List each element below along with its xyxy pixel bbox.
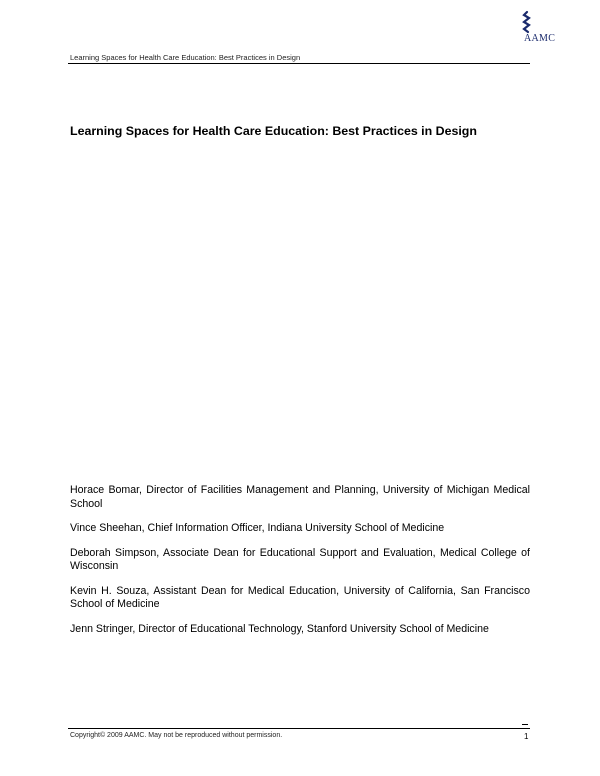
copyright-notice: Copyright© 2009 AAMC. May not be reproduced without permission. — [70, 732, 283, 739]
running-header: Learning Spaces for Health Care Education: Best Practices in Design — [70, 53, 301, 62]
document-title: Learning Spaces for Health Care Education: Best Practices in Design — [70, 124, 477, 138]
author-entry: Kevin H. Souza, Assistant Dean for Medical Education, University of California, San Francisco School of Medicine — [70, 584, 530, 610]
logo-text: AAMC — [524, 33, 556, 44]
header-divider — [68, 63, 530, 64]
author-entry: Vince Sheehan, Chief Information Officer, Indiana University School of Medicine — [70, 522, 445, 534]
footer-divider — [68, 728, 530, 729]
author-entry: Horace Bomar, Director of Facilities Management and Planning, University of Michigan Medical School — [70, 484, 530, 510]
author-list — [70, 484, 530, 647]
author-entry: Jenn Stringer, Director of Educational Technology, Stanford University School of Medicine — [70, 622, 489, 635]
page-number: 1 — [524, 732, 529, 741]
footer-tick — [522, 724, 528, 725]
author-entry: Deborah Simpson, Associate Dean for Educational Support and Evaluation, Medical College of Wisconsin — [70, 546, 530, 572]
